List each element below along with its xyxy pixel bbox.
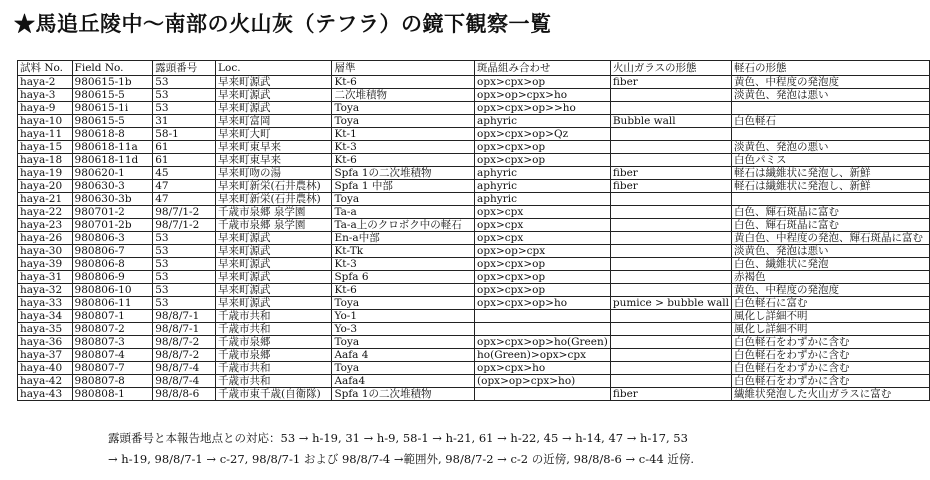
cell-outcrop-no: 53 xyxy=(153,258,216,271)
cell-stratum: Kt-3 xyxy=(332,258,475,271)
cell-phenocryst-assemblage xyxy=(475,323,611,336)
cell-phenocryst-assemblage: (opx>op>cpx>ho) xyxy=(475,375,611,388)
cell-volcanic-glass-form xyxy=(610,141,731,154)
cell-pumice-form: 白色軽石をわずかに含む xyxy=(732,336,930,349)
cell-volcanic-glass-form xyxy=(610,258,731,271)
cell-outcrop-no: 53 xyxy=(153,284,216,297)
column-header-field-no: Field No. xyxy=(72,61,153,76)
cell-sample-no: haya-22 xyxy=(18,206,73,219)
page-title: ★馬追丘陵中～南部の火山灰（テフラ）の鏡下観察一覧 xyxy=(14,11,552,36)
cell-pumice-form: 黄色、中程度の発泡度 xyxy=(732,284,930,297)
cell-phenocryst-assemblage: opx>op>cpx>ho xyxy=(475,89,611,102)
cell-stratum: Toya xyxy=(332,115,475,128)
cell-pumice-form xyxy=(732,102,930,115)
cell-pumice-form: 軽石は繊維状に発泡し、新鮮 xyxy=(732,180,930,193)
cell-phenocryst-assemblage: opx>cpx>op xyxy=(475,271,611,284)
cell-outcrop-no: 98/8/7-1 xyxy=(153,310,216,323)
cell-sample-no: haya-32 xyxy=(18,284,73,297)
cell-volcanic-glass-form: fiber xyxy=(610,388,731,401)
cell-phenocryst-assemblage: opx>cpx>op>Qz xyxy=(475,128,611,141)
cell-stratum: Ta-a xyxy=(332,206,475,219)
cell-phenocryst-assemblage: aphyric xyxy=(475,115,611,128)
cell-volcanic-glass-form: Bubble wall xyxy=(610,115,731,128)
table-row xyxy=(18,193,930,206)
cell-volcanic-glass-form xyxy=(610,284,731,297)
cell-stratum: En-a中部 xyxy=(332,232,475,245)
cell-field-no: 980807-7 xyxy=(72,362,153,375)
table-row xyxy=(18,154,930,167)
table-row xyxy=(18,102,930,115)
observation-table xyxy=(17,60,930,401)
table-row xyxy=(18,284,930,297)
cell-outcrop-no: 98/8/7-1 xyxy=(153,323,216,336)
cell-sample-no: haya-15 xyxy=(18,141,73,154)
cell-pumice-form: 赤褐色 xyxy=(732,271,930,284)
cell-pumice-form: 風化し詳細不明 xyxy=(732,323,930,336)
cell-outcrop-no: 98/8/7-4 xyxy=(153,362,216,375)
cell-pumice-form: 白色軽石をわずかに含む xyxy=(732,362,930,375)
cell-outcrop-no: 98/7/1-2 xyxy=(153,219,216,232)
table-row xyxy=(18,232,930,245)
cell-volcanic-glass-form: fiber xyxy=(610,76,731,89)
cell-outcrop-no: 58-1 xyxy=(153,128,216,141)
cell-volcanic-glass-form xyxy=(610,375,731,388)
cell-sample-no: haya-35 xyxy=(18,323,73,336)
cell-phenocryst-assemblage: opx>cpx xyxy=(475,219,611,232)
cell-outcrop-no: 61 xyxy=(153,141,216,154)
cell-sample-no: haya-19 xyxy=(18,167,73,180)
cell-pumice-form: 白色軽石に富む xyxy=(732,297,930,310)
cell-stratum: Kt-6 xyxy=(332,154,475,167)
cell-stratum: Aafa4 xyxy=(332,375,475,388)
table-row xyxy=(18,115,930,128)
table-row xyxy=(18,349,930,362)
cell-stratum: Spfa 6 xyxy=(332,271,475,284)
cell-location: 早来町新栄(石井農林) xyxy=(216,193,332,206)
cell-stratum: Toya xyxy=(332,102,475,115)
cell-volcanic-glass-form xyxy=(610,102,731,115)
cell-outcrop-no: 53 xyxy=(153,232,216,245)
cell-location: 早来町源武 xyxy=(216,232,332,245)
cell-phenocryst-assemblage: opx>cpx>op>ho xyxy=(475,297,611,310)
cell-stratum: Spfa 1の二次堆積物 xyxy=(332,388,475,401)
cell-volcanic-glass-form xyxy=(610,310,731,323)
table-row xyxy=(18,141,930,154)
cell-stratum: Toya xyxy=(332,193,475,206)
cell-phenocryst-assemblage: opx>cpx xyxy=(475,232,611,245)
column-header-volcanic-glass-form: 火山ガラスの形態 xyxy=(610,61,731,76)
column-header-stratum: 層準 xyxy=(332,61,475,76)
cell-location: 早来町源武 xyxy=(216,258,332,271)
cell-stratum: Kt-Tk xyxy=(332,245,475,258)
cell-sample-no: haya-18 xyxy=(18,154,73,167)
cell-location: 早来町源武 xyxy=(216,76,332,89)
cell-stratum: 二次堆積物 xyxy=(332,89,475,102)
cell-field-no: 980618-8 xyxy=(72,128,153,141)
cell-stratum: Ta-a上のクロボク中の軽石 xyxy=(332,219,475,232)
cell-location: 千歳市共和 xyxy=(216,323,332,336)
cell-sample-no: haya-2 xyxy=(18,76,73,89)
cell-outcrop-no: 47 xyxy=(153,180,216,193)
cell-volcanic-glass-form: pumice > bubble wall xyxy=(610,297,731,310)
cell-location: 早来町源武 xyxy=(216,284,332,297)
cell-pumice-form xyxy=(732,193,930,206)
cell-field-no: 980806-9 xyxy=(72,271,153,284)
cell-sample-no: haya-21 xyxy=(18,193,73,206)
cell-outcrop-no: 98/8/7-2 xyxy=(153,349,216,362)
cell-stratum: Toya xyxy=(332,336,475,349)
cell-location: 千歳市泉郷 xyxy=(216,336,332,349)
cell-sample-no: haya-31 xyxy=(18,271,73,284)
cell-field-no: 980615-5 xyxy=(72,115,153,128)
cell-stratum: Aafa 4 xyxy=(332,349,475,362)
cell-field-no: 980615-5 xyxy=(72,89,153,102)
cell-phenocryst-assemblage: opx>cpx>op xyxy=(475,141,611,154)
cell-phenocryst-assemblage: aphyric xyxy=(475,193,611,206)
cell-sample-no: haya-33 xyxy=(18,297,73,310)
column-header-location: Loc. xyxy=(216,61,332,76)
cell-phenocryst-assemblage: aphyric xyxy=(475,180,611,193)
cell-pumice-form: 白色軽石をわずかに含む xyxy=(732,375,930,388)
cell-stratum: Toya xyxy=(332,362,475,375)
table-row xyxy=(18,323,930,336)
cell-volcanic-glass-form xyxy=(610,193,731,206)
cell-volcanic-glass-form xyxy=(610,336,731,349)
cell-sample-no: haya-37 xyxy=(18,349,73,362)
cell-field-no: 980806-11 xyxy=(72,297,153,310)
cell-stratum: Toya xyxy=(332,297,475,310)
cell-location: 千歳市泉郷 泉学園 xyxy=(216,206,332,219)
cell-volcanic-glass-form xyxy=(610,323,731,336)
cell-location: 早来町東早来 xyxy=(216,154,332,167)
cell-field-no: 980806-10 xyxy=(72,284,153,297)
cell-stratum: Spfa 1 中部 xyxy=(332,180,475,193)
table-row xyxy=(18,167,930,180)
cell-sample-no: haya-42 xyxy=(18,375,73,388)
cell-field-no: 980807-2 xyxy=(72,323,153,336)
cell-volcanic-glass-form xyxy=(610,154,731,167)
table-row xyxy=(18,336,930,349)
cell-location: 千歳市泉郷 泉学園 xyxy=(216,219,332,232)
cell-field-no: 980618-11a xyxy=(72,141,153,154)
cell-location: 早来町富岡 xyxy=(216,115,332,128)
cell-volcanic-glass-form: fiber xyxy=(610,167,731,180)
cell-stratum: Kt-6 xyxy=(332,284,475,297)
cell-volcanic-glass-form xyxy=(610,206,731,219)
cell-pumice-form xyxy=(732,128,930,141)
cell-sample-no: haya-10 xyxy=(18,115,73,128)
cell-phenocryst-assemblage xyxy=(475,310,611,323)
cell-sample-no: haya-23 xyxy=(18,219,73,232)
table-row xyxy=(18,388,930,401)
cell-sample-no: haya-26 xyxy=(18,232,73,245)
cell-outcrop-no: 98/8/7-4 xyxy=(153,375,216,388)
cell-volcanic-glass-form xyxy=(610,271,731,284)
cell-location: 千歳市東千歳(自衛隊) xyxy=(216,388,332,401)
cell-field-no: 980807-8 xyxy=(72,375,153,388)
table-row xyxy=(18,128,930,141)
table-row xyxy=(18,245,930,258)
cell-stratum: Kt-3 xyxy=(332,141,475,154)
cell-outcrop-no: 53 xyxy=(153,271,216,284)
cell-outcrop-no: 53 xyxy=(153,89,216,102)
cell-pumice-form: 風化し詳細不明 xyxy=(732,310,930,323)
cell-volcanic-glass-form xyxy=(610,128,731,141)
cell-location: 早来町源武 xyxy=(216,245,332,258)
cell-field-no: 980808-1 xyxy=(72,388,153,401)
column-header-phenocryst-assemblage: 斑晶組み合わせ xyxy=(475,61,611,76)
cell-volcanic-glass-form xyxy=(610,349,731,362)
column-header-sample-no: 試料 No. xyxy=(18,61,73,76)
cell-field-no: 980806-7 xyxy=(72,245,153,258)
table-row xyxy=(18,258,930,271)
cell-location: 千歳市共和 xyxy=(216,310,332,323)
cell-sample-no: haya-39 xyxy=(18,258,73,271)
cell-sample-no: haya-40 xyxy=(18,362,73,375)
cell-phenocryst-assemblage: opx>cpx>op>>ho xyxy=(475,102,611,115)
cell-location: 早来町東早来 xyxy=(216,141,332,154)
cell-phenocryst-assemblage: opx>cpx>ho xyxy=(475,362,611,375)
cell-field-no: 980615-1b xyxy=(72,76,153,89)
cell-sample-no: haya-3 xyxy=(18,89,73,102)
cell-field-no: 980630-3 xyxy=(72,180,153,193)
cell-field-no: 980807-1 xyxy=(72,310,153,323)
cell-location: 早来町新栄(石井農林) xyxy=(216,180,332,193)
cell-phenocryst-assemblage: opx>cpx>op xyxy=(475,154,611,167)
cell-sample-no: haya-36 xyxy=(18,336,73,349)
cell-field-no: 980701-2 xyxy=(72,206,153,219)
cell-pumice-form: 繊維状発泡した火山ガラスに富む xyxy=(732,388,930,401)
cell-pumice-form: 黄色、中程度の発泡度 xyxy=(732,76,930,89)
cell-location: 早来町源武 xyxy=(216,271,332,284)
cell-sample-no: haya-20 xyxy=(18,180,73,193)
cell-phenocryst-assemblage: opx>op>cpx xyxy=(475,245,611,258)
cell-phenocryst-assemblage: ho(Green)>opx>cpx xyxy=(475,349,611,362)
cell-outcrop-no: 53 xyxy=(153,297,216,310)
cell-volcanic-glass-form xyxy=(610,89,731,102)
table-row xyxy=(18,180,930,193)
cell-outcrop-no: 98/7/1-2 xyxy=(153,206,216,219)
table-header-row xyxy=(18,61,930,76)
cell-location: 早来町源武 xyxy=(216,297,332,310)
cell-pumice-form: 黄白色、中程度の発泡、輝石斑晶に富む xyxy=(732,232,930,245)
cell-sample-no: haya-9 xyxy=(18,102,73,115)
cell-phenocryst-assemblage: aphyric xyxy=(475,167,611,180)
outcrop-correspondence-note-line-1: 露頭番号と本報告地点との対応：53 → h-19, 31 → h-9, 58-1 → h-21, 61 → h-22, 45 → h-14, 47 → h-17, 53 xyxy=(108,431,688,445)
cell-field-no: 980807-4 xyxy=(72,349,153,362)
cell-field-no: 980618-11d xyxy=(72,154,153,167)
cell-outcrop-no: 98/8/8-6 xyxy=(153,388,216,401)
cell-stratum: Kt-6 xyxy=(332,76,475,89)
cell-volcanic-glass-form xyxy=(610,362,731,375)
table-row xyxy=(18,297,930,310)
cell-phenocryst-assemblage: opx>cpx>op xyxy=(475,76,611,89)
cell-location: 千歳市共和 xyxy=(216,375,332,388)
cell-location: 早来町源武 xyxy=(216,102,332,115)
table-row xyxy=(18,219,930,232)
cell-field-no: 980615-1i xyxy=(72,102,153,115)
cell-phenocryst-assemblage xyxy=(475,388,611,401)
cell-outcrop-no: 98/8/7-2 xyxy=(153,336,216,349)
cell-location: 早来町大町 xyxy=(216,128,332,141)
cell-pumice-form: 淡黄色、発泡は悪い xyxy=(732,89,930,102)
cell-location: 早来町吻の湯 xyxy=(216,167,332,180)
cell-pumice-form: 白色パミス xyxy=(732,154,930,167)
cell-location: 早来町源武 xyxy=(216,89,332,102)
cell-pumice-form: 淡黄色、発泡の悪い xyxy=(732,141,930,154)
column-header-pumice-form: 軽石の形態 xyxy=(732,61,930,76)
column-header-outcrop-no: 露頭番号 xyxy=(153,61,216,76)
cell-volcanic-glass-form xyxy=(610,219,731,232)
cell-stratum: Yo-3 xyxy=(332,323,475,336)
cell-sample-no: haya-11 xyxy=(18,128,73,141)
cell-sample-no: haya-34 xyxy=(18,310,73,323)
cell-outcrop-no: 61 xyxy=(153,154,216,167)
table-row xyxy=(18,375,930,388)
cell-volcanic-glass-form xyxy=(610,232,731,245)
cell-field-no: 980630-3b xyxy=(72,193,153,206)
cell-pumice-form: 軽石は繊維状に発泡し、新鮮 xyxy=(732,167,930,180)
cell-pumice-form: 淡黄色、発泡は悪い xyxy=(732,245,930,258)
cell-phenocryst-assemblage: opx>cpx>op xyxy=(475,258,611,271)
outcrop-correspondence-note-line-2: → h-19, 98/8/7-1 → c-27, 98/8/7-1 および 98/8/7-4 →範囲外, 98/8/7-2 → c-2 の近傍, 98/8/8-6 → c-44 近傍. xyxy=(108,452,695,466)
cell-field-no: 980701-2b xyxy=(72,219,153,232)
cell-field-no: 980620-1 xyxy=(72,167,153,180)
cell-field-no: 980806-3 xyxy=(72,232,153,245)
cell-outcrop-no: 53 xyxy=(153,102,216,115)
cell-outcrop-no: 45 xyxy=(153,167,216,180)
cell-field-no: 980806-8 xyxy=(72,258,153,271)
table-row xyxy=(18,89,930,102)
cell-sample-no: haya-30 xyxy=(18,245,73,258)
cell-location: 千歳市泉郷 xyxy=(216,349,332,362)
cell-pumice-form: 白色軽石をわずかに含む xyxy=(732,349,930,362)
cell-stratum: Yo-1 xyxy=(332,310,475,323)
table-body xyxy=(18,76,930,401)
cell-outcrop-no: 53 xyxy=(153,76,216,89)
cell-phenocryst-assemblage: opx>cpx>op>ho(Green) xyxy=(475,336,611,349)
cell-pumice-form: 白色、繊維状に発泡 xyxy=(732,258,930,271)
cell-field-no: 980807-3 xyxy=(72,336,153,349)
table-row xyxy=(18,76,930,89)
cell-phenocryst-assemblage: opx>cpx xyxy=(475,206,611,219)
table-row xyxy=(18,310,930,323)
table-row xyxy=(18,271,930,284)
cell-volcanic-glass-form xyxy=(610,245,731,258)
table-row xyxy=(18,206,930,219)
cell-location: 千歳市共和 xyxy=(216,362,332,375)
cell-pumice-form: 白色軽石 xyxy=(732,115,930,128)
cell-phenocryst-assemblage: opx>cpx>op xyxy=(475,284,611,297)
cell-stratum: Spfa 1の二次堆積物 xyxy=(332,167,475,180)
cell-outcrop-no: 31 xyxy=(153,115,216,128)
cell-pumice-form: 白色、輝石斑晶に富む xyxy=(732,219,930,232)
cell-sample-no: haya-43 xyxy=(18,388,73,401)
cell-outcrop-no: 47 xyxy=(153,193,216,206)
cell-pumice-form: 白色、輝石斑晶に富む xyxy=(732,206,930,219)
table-row xyxy=(18,362,930,375)
cell-outcrop-no: 53 xyxy=(153,245,216,258)
cell-stratum: Kt-1 xyxy=(332,128,475,141)
cell-volcanic-glass-form: fiber xyxy=(610,180,731,193)
